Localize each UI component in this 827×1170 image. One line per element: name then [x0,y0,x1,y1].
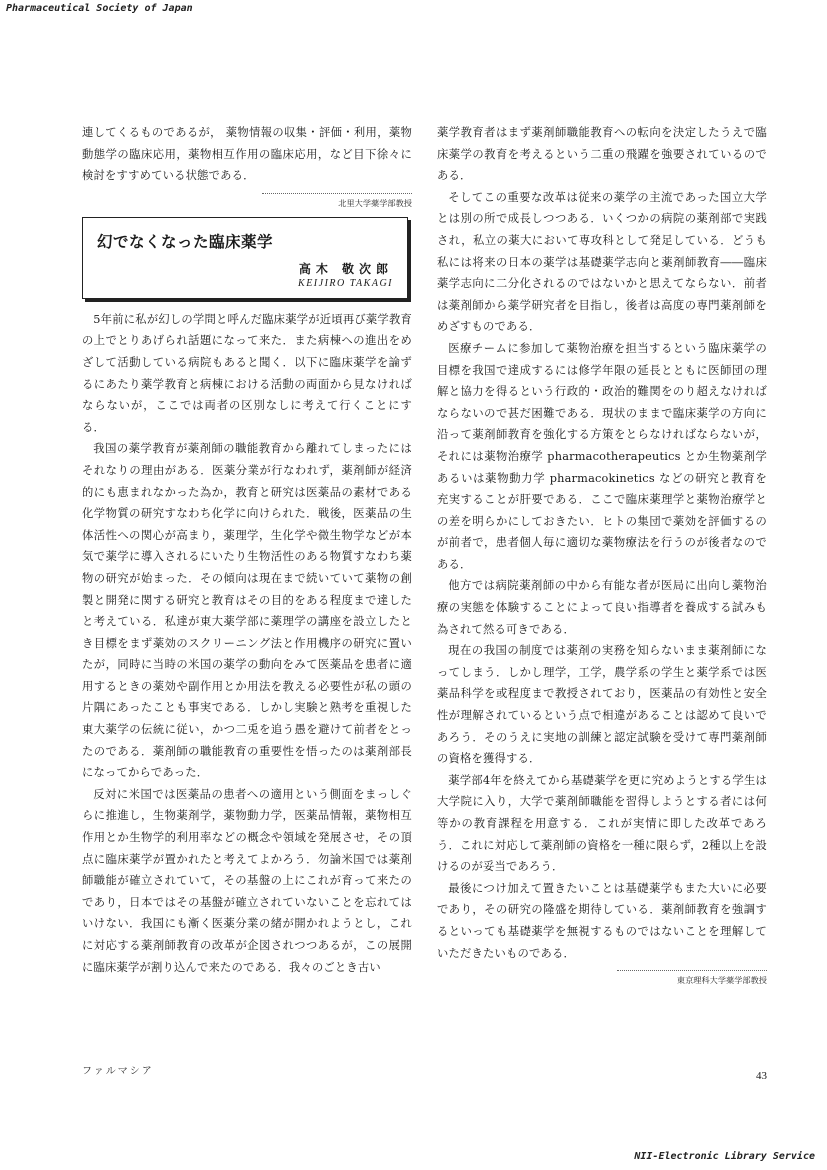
author-name-roman: KEIJIRO TAKAGI [298,277,393,289]
left-column [82,122,412,978]
paragraph: そしてこの重要な改革は従来の薬学の主流であった国立大学とは別の所で成長しつつある．いくつかの病院の薬剤部で実践され，私立の薬大において専攻科として発足している．どうも私には将来の日本の薬学は基礎薬学志向と薬剤師教育――臨床薬学志向に二分化されるのではないかと思えてならない．前者は薬剤師から薬学研究者を目指し，後者は高度の専門薬剤師をめざすものである． [437,190,767,334]
page-number: 43 [756,1070,767,1082]
paragraph: 5年前に私が幻しの学問と呼んだ臨床薬学が近頃再び薬学教育の上でとりあげられ話題になって来た．また病棟への進出をめざして活動している病院もあると聞く．以下に臨床薬学を論ずるにあたり薬学教育と病棟における活動の両面から見なければならないが，ここでは両者の区別なしに考えて行くことにする． [82,312,412,434]
society-header: Pharmaceutical Society of Japan [6,3,193,14]
prev-article-text: 連してくるものであるが， 薬物情報の収集・評価・利用，薬物動態学の臨床応用，薬物相互作用の臨床応用，など目下徐々に検討をすすめている状態である． [82,126,412,183]
affiliation-rule [617,970,767,971]
article-title-box [82,217,408,299]
article-title: 幻でなくなった臨床薬学 [97,232,274,251]
paragraph: 反対に米国では医薬品の患者への適用という側面をまっしぐらに推進し，生物薬剤学，薬物動力学，医薬品情報，薬物相互作用とか生物学的利用率などの概念や領域を発展させ，その頂点に臨床薬学が置かれたと考えてよかろう．勿論米国では薬剤師職能が確立されていて，その基盤の上にこれが育って来たのであり，日本ではその基盤が確立されていないことを忘れてはいけない．我国にも漸く医薬分業の緒が開かれようとし，これに対応する薬剤師教育の改革が企図されつつあるが，この展開に臨床薬学が割り込んで来たのである．我々のごとき古い [82,787,412,974]
author-affiliation: 東京理科大学薬学部教授 [676,975,767,986]
library-service-footer: NII-Electronic Library Service [634,1151,815,1162]
author-name: 高木 敬次郎 [298,261,393,276]
affiliation-rule [262,193,412,194]
paragraph: 薬学教育者はまず薬剤師職能教育への転向を決定したうえで臨床薬学の教育を考えるという二重の飛躍を強要されているのである． [437,126,767,183]
paragraph: 我国の薬学教育が薬剤師の職能教育から離れてしまったにはそれなりの理由がある．医薬分業が行なわれず，薬剤師が経済的にも恵まれなかった為か，教育と研究は医薬品の素材である化学物質の研究すなわち化学に向けられた．戦後，医薬品の生体活性への関心が高まり，薬理学，生化学や微生物学などが本気で薬学に導入されるにいたり生物活性のある物質すなわち薬物の研究が始まった．その傾向は現在まで続いていて薬物の創製と開発に関する研究と教育はその目的をある程度まで達したと考えている．私達が東大薬学部に薬理学の講座を設立したとき目標をまず薬効のスクリーニング法と作用機序の研究に置いたが，同時に当時の米国の薬学の動向をみて医薬品を患者に適用するときの薬効や副作用とか用法を教える必要性が私の頭の片隅にあったことも事実である．しかし実験と熟考を重視した東大薬学の伝統に従い，かつ二兎を追う愚を避けて前者をとったのである．薬剤師の職能教育の重要性を悟ったのは薬剤部長になってからであった． [82,442,412,780]
prev-affiliation: 北里大学薬学部教授 [338,197,412,208]
paragraph: 他方では病院薬剤師の中から有能な者が医局に出向し薬物治療の実態を体験することによって良い指導者を養成する試みも為されて然る可きである． [437,579,767,636]
right-column [437,122,767,994]
paragraph: 最後につけ加えて置きたいことは基礎薬学もまた大いに必要であり，その研究の隆盛を期待している．薬剤師教育を強調するといっても基礎薬学を無視するものではないことを理解していただきたいものである． [437,881,767,960]
paragraph: 現在の我国の制度では薬剤の実務を知らないまま薬剤師になってしまう．しかし理学，工学，農学系の学生と薬学系では医薬品科学を或程度まで教授されており，医薬品の有効性と安全性が理解されているという点で相違があることは認めて良いであろう．そのうえに実地の訓練と認定試験を受けて専門薬剤師の資格を獲得する． [437,644,767,766]
paragraph: 医療チームに参加して薬物治療を担当するという臨床薬学の目標を我国で達成するには修学年限の延長とともに医師団の理解と協力を得るという行政的・政治的難関をのり超えなければならないので甚だ困難である．現状のままで臨床薬学の方向に沿って薬剤師教育を強化する方策をとらなければならないが，それには薬物治療学 pharmacotherapeutics とか生物薬剤学あるいは薬物動力学 pharmacokinetics などの研究と教育を充実することが肝要である．ここで臨床薬理学と薬物治療学との差を明らかにしておきたい．ヒトの集団で薬効を評価するのが前者で，患者個人毎に適切な薬物療法を行うのが後者なのである． [437,341,767,571]
magazine-name: ファルマシア [82,1066,154,1077]
paragraph: 薬学部4年を終えてから基礎薬学を更に究めようとする学生は大学院に入り，大学で薬剤師職能を習得しようとする者には何等かの教育課程を用意する．これが実情に即した改革であろう．これに対応して薬剤師の資格を一種に限らず，2種以上を設けるのが妥当であろう． [437,773,767,874]
